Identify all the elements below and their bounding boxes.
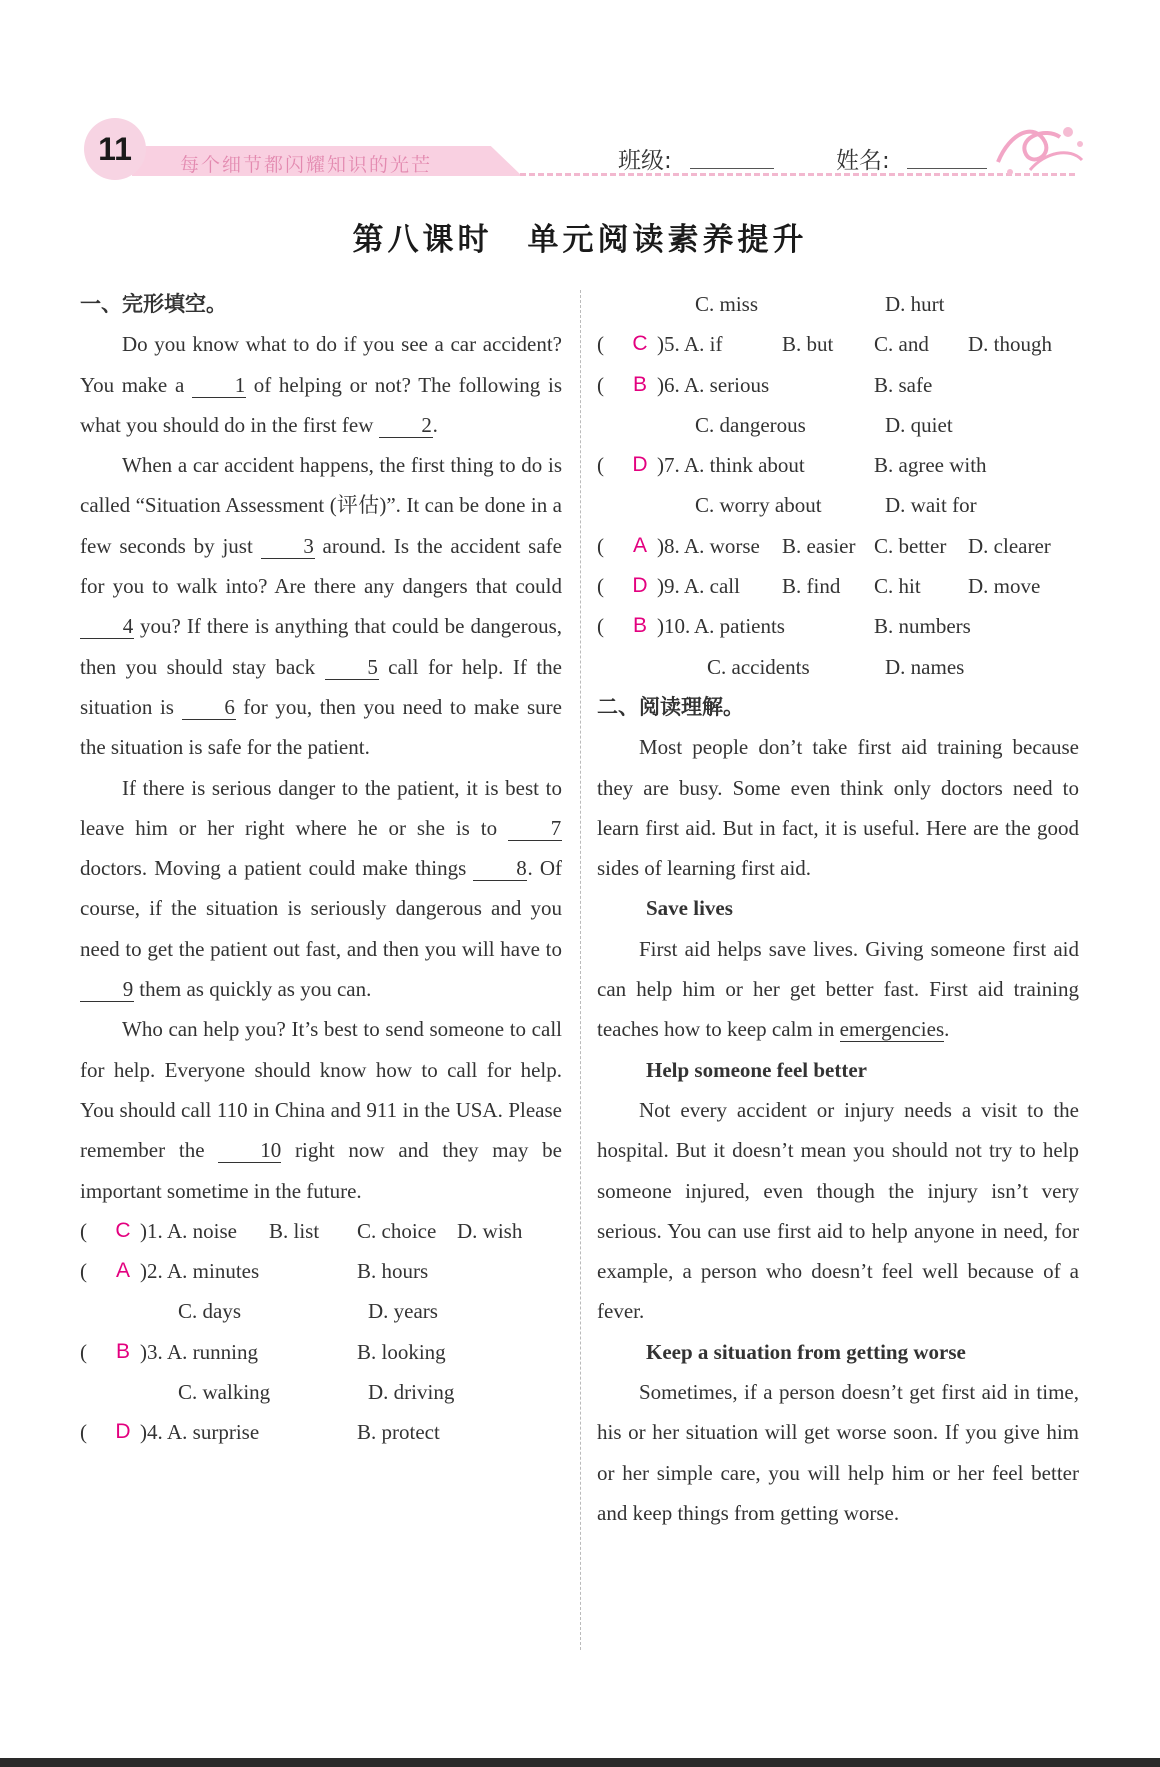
question-6 [597,365,1079,405]
option-a[interactable]: A. noise [167,1218,237,1243]
option-c[interactable]: C. dangerous [695,412,806,437]
option-b[interactable]: B. but [782,332,834,357]
text-run: of helping or not? The following is what you should do in the first few [80,372,562,437]
question-1 [80,1211,562,1251]
option-d[interactable]: D. though [968,332,1052,357]
reading-intro: Most people don’t take first aid training because they are busy. Some even think only doctors need to learn first aid. But in fact, it is useful. Here are the good sides of learning first aid. [597,735,1079,881]
option-a[interactable]: A. patients [694,614,785,639]
question-number: 5. [664,332,680,357]
underlined-word: emergencies [839,1017,945,1042]
paren: ) [657,574,664,599]
question-3-row-2 [80,1372,562,1412]
paren: ( [597,614,604,639]
option-a[interactable]: A. serious [684,372,770,397]
blank-8[interactable]: 8 [473,856,527,881]
paren: ) [657,614,664,639]
answer-2[interactable]: A [115,1259,130,1283]
option-c[interactable]: C. choice [357,1218,437,1243]
option-c[interactable]: C. better [874,533,947,558]
option-d[interactable]: D. wait for [885,493,977,518]
option-c[interactable]: C. walking [178,1380,271,1405]
cloze-paragraph-1 [80,324,562,445]
text-run: . [432,412,438,437]
paren: ) [657,533,664,558]
answer-8[interactable]: A [632,533,647,557]
blank-9[interactable]: 9 [80,977,134,1002]
paren: ( [80,1218,87,1243]
section2-heading: 二、阅读理解。 [597,694,744,719]
question-8 [597,526,1079,566]
option-d[interactable]: D. years [368,1299,438,1324]
paren: ( [597,574,604,599]
answer-9[interactable]: D [632,574,648,598]
paren: ) [140,1259,147,1284]
question-3 [80,1332,562,1372]
option-c[interactable]: C. worry about [695,493,822,518]
cloze-paragraph-2 [80,445,562,767]
question-9 [597,566,1079,606]
option-c[interactable]: C. and [874,332,929,357]
question-10-row-2 [597,647,1079,687]
option-d[interactable]: D. clearer [968,533,1051,558]
question-5 [597,324,1079,364]
option-a[interactable]: A. minutes [167,1259,260,1284]
question-number: 4. [147,1420,163,1445]
paren: ) [140,1339,147,1364]
question-number: 2. [147,1259,163,1284]
option-c[interactable]: C. hit [874,574,921,599]
blank-2[interactable]: 2 [379,413,433,438]
page-header [0,0,1160,190]
option-a[interactable]: A. if [684,332,723,357]
option-a[interactable]: A. running [167,1339,258,1364]
section1-heading: 一、完形填空。 [80,292,227,316]
text-run: Who can help you? It’s best to send someone to call for help. Everyone should know how to call for help. You should call 110 in China and 911 in the USA. Please remember the [80,1017,562,1163]
column-divider [580,290,581,1650]
paren: ) [657,372,664,397]
paren: ) [140,1218,147,1243]
paren: ( [80,1339,87,1364]
reading-paragraph-2: Not every accident or injury needs a visit to the hospital. But it doesn’t mean you should not try to help someone injured, even though the injury isn’t very serious. You can use first aid to help anyone in need, for example, a person who doesn’t feel well because of a fever. [597,1097,1079,1324]
text-run: First aid helps save lives. Giving someone first aid can help him or her get better fast. First aid training teaches how to keep calm in [597,936,1079,1042]
answer-5[interactable]: C [632,332,648,356]
option-a[interactable]: A. surprise [167,1420,260,1445]
option-b[interactable]: B. list [269,1218,320,1243]
blank-1[interactable]: 1 [192,373,246,398]
option-b[interactable]: B. safe [874,372,933,397]
paren: ) [657,332,664,357]
text-run: If there is serious danger to the patient, it is best to leave him or her right where he or she is to [80,775,562,840]
cloze-paragraph-4 [80,1009,562,1210]
flourish-icon [990,112,1090,182]
text-run: for you, then you need to make sure the situation is safe for the patient. [80,694,562,760]
subheading-save-lives: Save lives [646,896,733,921]
option-b[interactable]: B. easier [782,533,856,558]
paren: ( [597,533,604,558]
option-d[interactable]: D. move [968,574,1041,599]
text-run: around. Is the accident safe for you to walk into? Are there any dangers that could [80,533,562,599]
paren: ( [597,453,604,478]
question-number: 3. [147,1339,163,1364]
option-a[interactable]: A. think about [684,453,805,478]
question-number: 1. [147,1218,163,1243]
question-7-row-2 [597,485,1079,525]
header-slogan: 每个细节都闪耀知识的光芒 [180,154,433,176]
option-b[interactable]: B. agree with [874,453,987,478]
option-c[interactable]: C. accidents [707,654,810,679]
right-column [597,284,1079,1533]
text-run: . Of course, if the situation is seriously dangerous and you need to get the patient out fast, and then you will have to [80,856,562,961]
option-b[interactable]: B. find [782,574,841,599]
text-run: right now and they may be important sometime in the future. [80,1138,562,1203]
option-b[interactable]: B. protect [357,1420,440,1445]
option-d[interactable]: D. quiet [885,412,953,437]
question-4-row-2 [597,284,1079,324]
blank-10[interactable]: 10 [218,1138,281,1163]
name-field[interactable] [907,168,987,169]
paren: ( [80,1420,87,1445]
option-b[interactable]: B. looking [357,1339,446,1364]
name-label: 姓名: [836,148,890,174]
paren: ) [657,453,664,478]
text-run: . [944,1017,950,1042]
question-number: 8. [664,533,680,558]
question-4 [80,1412,562,1452]
text-run: you? If there is anything that could be dangerous, then you should stay back [80,614,562,679]
paren: ( [80,1259,87,1284]
page-number: 11 [84,118,146,180]
question-number: 9. [664,574,680,599]
option-d[interactable]: D. driving [368,1380,455,1405]
option-a[interactable]: A. call [684,574,740,599]
text-run: Do you know what to do if you see a car accident? You make a [80,332,562,397]
subheading-keep-situation: Keep a situation from getting worse [646,1339,966,1364]
question-number: 7. [664,453,680,478]
text-run: call for help. If the situation is [80,654,562,719]
subheading-feel-better: Help someone feel better [646,1057,868,1082]
option-d[interactable]: D. names [885,654,965,679]
answer-4[interactable]: D [115,1420,131,1444]
text-run: them as quickly as you can. [134,977,372,1002]
question-7 [597,445,1079,485]
class-label: 班级: [618,148,672,174]
option-a[interactable]: A. worse [684,533,760,558]
page-title: 第八课时 单元阅读素养提升 [352,222,808,258]
option-d[interactable]: D. hurt [885,292,945,316]
paren: ( [597,372,604,397]
bottom-bar [0,1758,1160,1767]
reading-paragraph-1 [597,929,1079,1050]
text-run: When a car accident happens, the first thing to do is called “Situation Assessment (评估)”. It can be done in a few seconds by just [80,453,562,558]
paren: ) [140,1420,147,1445]
class-field[interactable] [690,168,774,169]
option-d[interactable]: D. wish [457,1218,523,1243]
question-10 [597,606,1079,646]
option-b[interactable]: B. numbers [874,614,971,639]
option-c[interactable]: C. miss [695,292,759,316]
answer-6[interactable]: B [632,372,647,396]
text-run: doctors. Moving a patient could make things [80,856,474,881]
blank-4[interactable]: 4 [80,614,134,639]
paren: ( [597,332,604,357]
reading-paragraph-3: Sometimes, if a person doesn’t get first aid in time, his or her situation will get worse soon. If you give him or her simple care, you will help him or her feel better and keep things from getting worse. [597,1380,1079,1525]
answer-7[interactable]: D [632,453,648,477]
answer-1[interactable]: C [115,1218,131,1242]
answer-10[interactable]: B [632,614,647,638]
answer-3[interactable]: B [115,1339,130,1363]
blank-7[interactable]: 7 [508,816,562,841]
cloze-paragraph-3 [80,768,562,1010]
option-c[interactable]: C. days [178,1299,241,1324]
blank-3[interactable]: 3 [261,534,315,559]
option-b[interactable]: B. hours [357,1259,429,1284]
question-number: 10. [664,614,691,639]
question-6-row-2 [597,405,1079,445]
blank-5[interactable]: 5 [325,655,379,680]
blank-6[interactable]: 6 [182,695,236,720]
left-column [80,284,562,1453]
question-number: 6. [664,372,680,397]
question-2-row-2 [80,1291,562,1331]
question-2 [80,1251,562,1291]
